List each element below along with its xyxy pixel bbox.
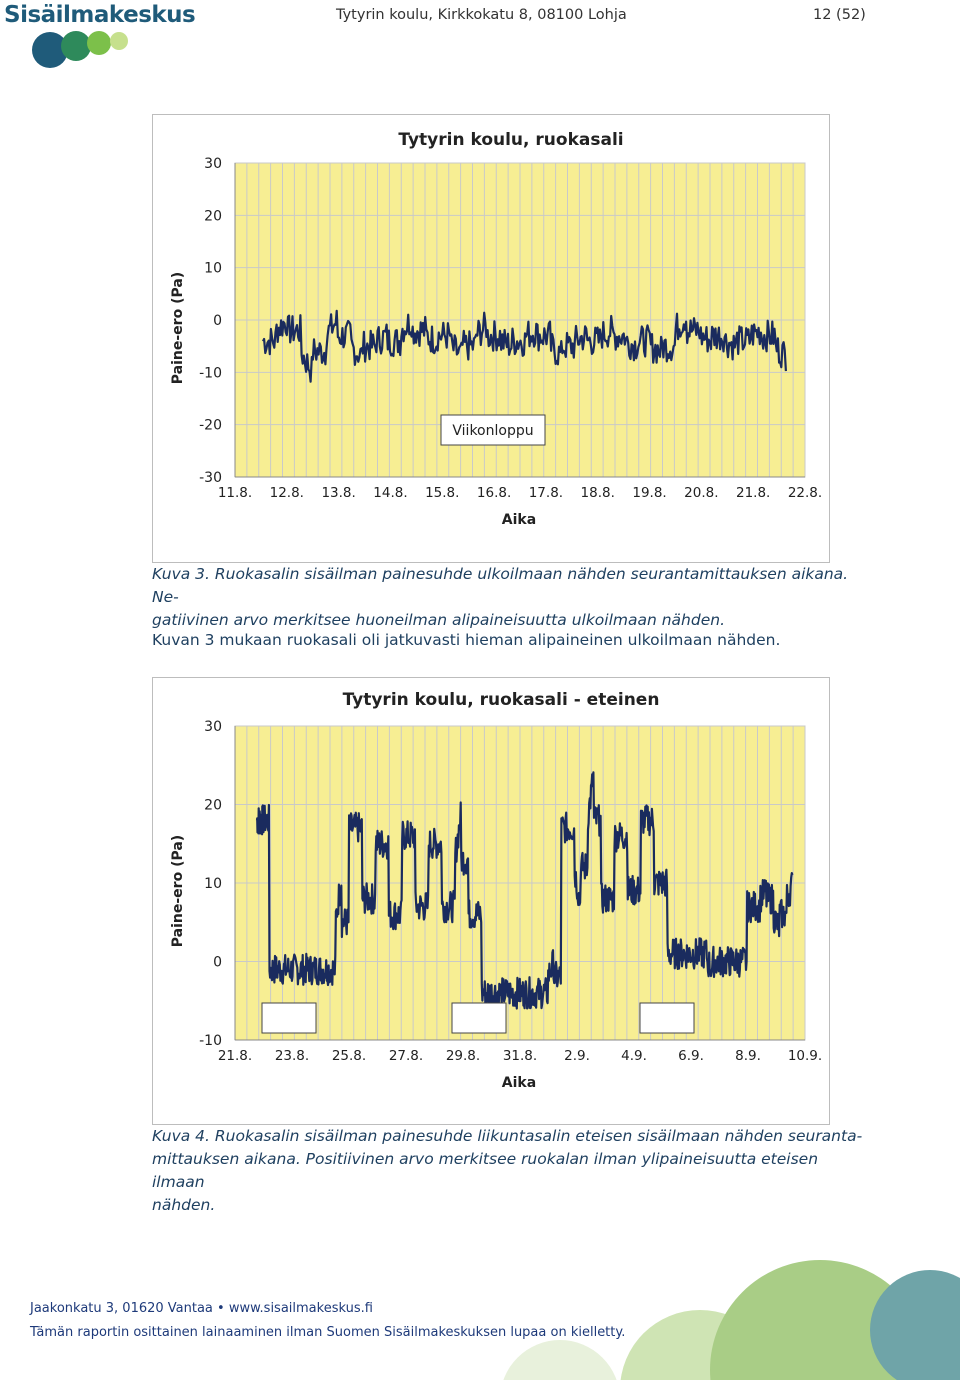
paragraph: Kuvan 3 mukaan ruokasali oli jatkuvasti hieman alipaineinen ulkoilmaan nähden. [152, 631, 781, 649]
y-tick-label: -10 [199, 1033, 222, 1049]
x-tick-label: 25.8. [331, 1048, 367, 1064]
x-tick-label: 17.8. [528, 485, 564, 501]
x-tick-label: 20.8. [684, 485, 719, 501]
x-axis-label: Aika [501, 1075, 537, 1091]
x-tick-label: 16.8. [476, 485, 512, 501]
x-tick-label: 15.8. [425, 485, 460, 501]
caption-line: nähden. [152, 1196, 216, 1214]
y-tick-label: 0 [213, 313, 222, 329]
y-tick-label: 30 [204, 719, 222, 735]
y-tick-label: 10 [204, 260, 222, 277]
y-tick-label: -10 [199, 365, 222, 382]
x-tick-label: 11.8. [217, 485, 253, 501]
x-tick-label: 19.8. [632, 485, 667, 501]
caption-line: gatiivinen arvo merkitsee huoneilman alipaineisuutta ulkoilmaan nähden. [152, 611, 726, 629]
x-tick-label: 2.9. [564, 1048, 590, 1064]
x-tick-label: 31.8. [502, 1048, 538, 1064]
x-tick-label: 23.8. [274, 1048, 310, 1064]
y-tick-label: 20 [204, 797, 222, 814]
y-tick-label: -20 [199, 417, 222, 434]
x-tick-label: 10.9. [787, 1048, 823, 1064]
x-tick-label: 22.8. [787, 485, 823, 501]
y-tick-label: 20 [204, 208, 222, 225]
x-tick-label: 21.8. [217, 1048, 253, 1064]
x-tick-label: 4.9. [621, 1048, 647, 1064]
document-title: Tytyrin koulu, Kirkkokatu 8, 08100 Lohja [336, 7, 627, 23]
x-tick-label: 14.8. [373, 485, 408, 501]
page-number: 12 (52) [813, 7, 866, 23]
footer-note: Tämän raportin osittainen lainaaminen ilman Suomen Sisäilmakeskuksen lupaa on kielletty. [30, 1325, 626, 1340]
annotation-box [640, 1003, 694, 1033]
x-tick-label: 29.8. [445, 1048, 481, 1064]
caption-line: Kuva 3. Ruokasalin sisäilman painesuhde ulkoilmaan nähden seurantamittauksen aikana. Ne- [152, 565, 849, 606]
x-tick-label: 13.8. [321, 485, 356, 501]
x-tick-label: 6.9. [678, 1048, 704, 1064]
annotation-box [262, 1003, 316, 1033]
x-axis-label: Aika [501, 512, 537, 528]
x-tick-label: 21.8. [736, 485, 771, 501]
y-axis-label: Paine-ero (Pa) [170, 271, 186, 385]
logo-circles-icon [30, 28, 140, 72]
annotation-text: Viikonloppu [452, 423, 534, 439]
y-tick-label: 0 [213, 954, 222, 971]
chart-title: Tytyrin koulu, ruokasali [398, 130, 624, 150]
annotation-box [452, 1003, 506, 1033]
chart-title: Tytyrin koulu, ruokasali - eteinen [342, 690, 660, 710]
x-tick-label: 27.8. [388, 1048, 424, 1064]
y-tick-label: -30 [199, 470, 222, 486]
chart-ruokasali-eteinen [152, 677, 830, 1125]
chart-plot-area [153, 678, 829, 1124]
y-tick-label: 30 [204, 156, 222, 172]
figure-caption-3 [152, 563, 872, 632]
chart-plot-area [153, 115, 829, 562]
x-tick-label: 8.9. [735, 1048, 761, 1064]
y-axis-label: Paine-ero (Pa) [170, 834, 186, 948]
y-tick-label: 10 [204, 876, 222, 892]
x-tick-label: 18.8. [580, 485, 615, 501]
footer-address: Jaakonkatu 3, 01620 Vantaa • www.sisailmakeskus.fi [30, 1301, 373, 1316]
figure-caption-4 [152, 1125, 872, 1217]
x-tick-label: 12.8. [269, 485, 304, 501]
caption-line: mittauksen aikana. Positiivinen arvo merkitsee ruokalan ilman ylipaineisuutta eteisen ilmaan [152, 1150, 819, 1191]
chart-ruokasali [152, 114, 830, 563]
logo-text: Sisäilmakeskus [4, 2, 196, 28]
caption-line: Kuva 4. Ruokasalin sisäilman painesuhde liikuntasalin eteisen sisäilmaan nähden seuranta- [152, 1127, 863, 1145]
